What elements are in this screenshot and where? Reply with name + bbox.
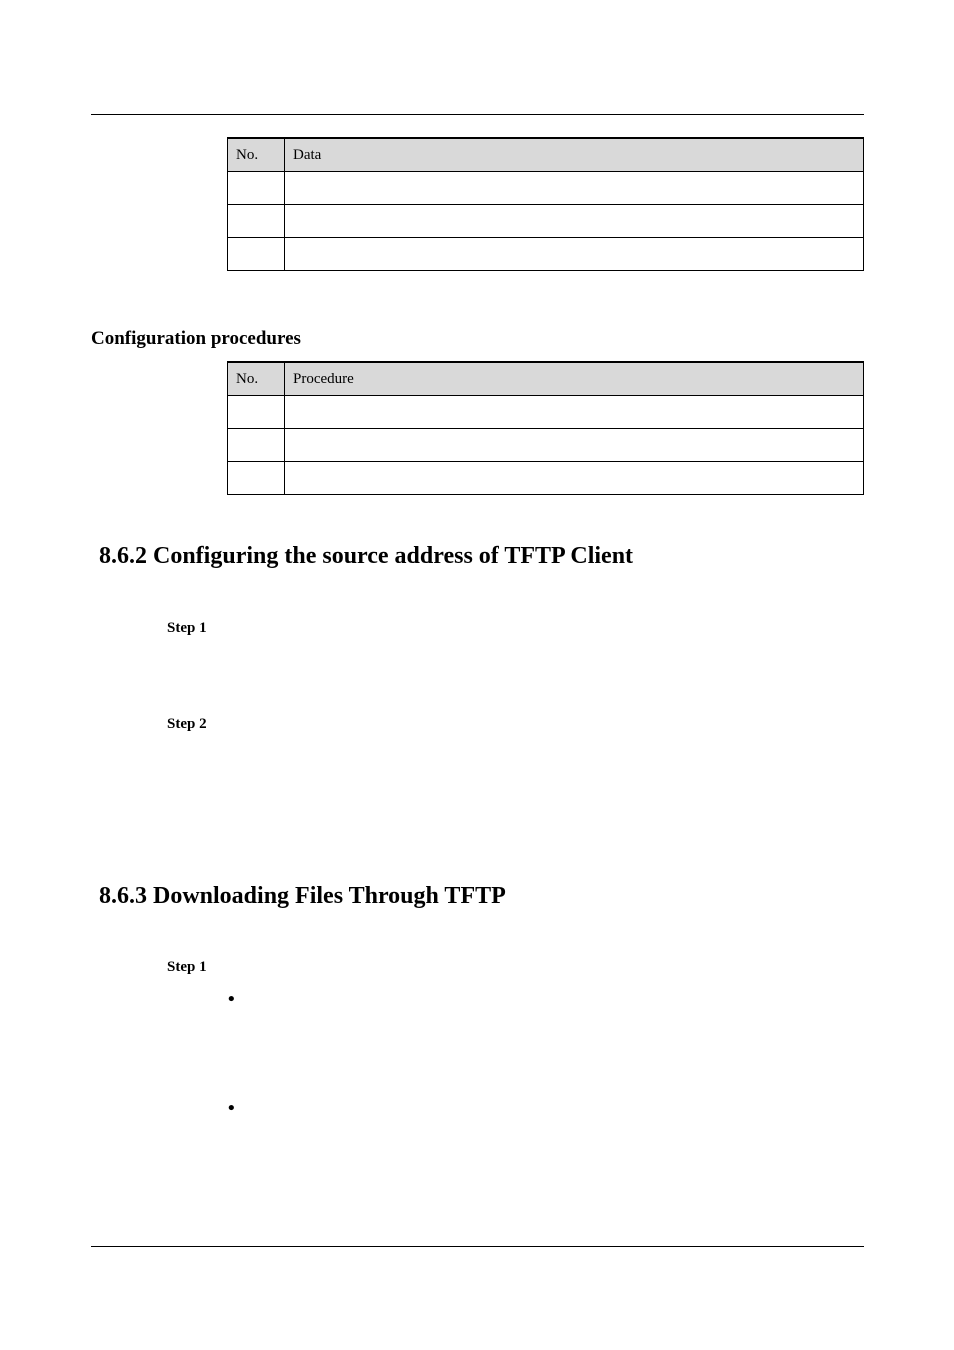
bullet-icon: •: [226, 1098, 237, 1119]
section-heading-8-6-3: 8.6.3 Downloading Files Through TFTP: [99, 883, 506, 909]
column-header-procedure: Procedure: [285, 362, 864, 396]
column-header-data: Data: [285, 138, 864, 172]
table-row: [228, 462, 864, 495]
header-rule: [91, 114, 864, 115]
table-cell: [228, 462, 285, 495]
table-header-row: [228, 138, 864, 172]
table-row: [228, 205, 864, 238]
table-cell: [228, 396, 285, 429]
step-label: Step 2: [167, 716, 207, 732]
table-cell: [285, 429, 864, 462]
procedure-table: [227, 361, 864, 495]
table-row: [228, 429, 864, 462]
bullet-icon: •: [226, 989, 237, 1010]
table-cell: [228, 238, 285, 271]
section-heading-8-6-2: 8.6.2 Configuring the source address of TFTP Client: [99, 543, 634, 569]
step-label: Step 1: [167, 620, 207, 636]
table-cell: [285, 205, 864, 238]
table-row: [228, 238, 864, 271]
table-cell: [228, 429, 285, 462]
footer-rule: [91, 1246, 864, 1247]
table-cell: [285, 462, 864, 495]
configuration-procedures-title: Configuration procedures: [91, 328, 301, 349]
data-table: [227, 137, 864, 271]
step-label: Step 1: [167, 959, 207, 975]
table-cell: [285, 396, 864, 429]
column-header-no: No.: [228, 138, 285, 172]
table-row: [228, 396, 864, 429]
table-header-row: [228, 362, 864, 396]
table-cell: [228, 172, 285, 205]
table-cell: [285, 238, 864, 271]
table-row: [228, 172, 864, 205]
column-header-no: No.: [228, 362, 285, 396]
table-cell: [285, 172, 864, 205]
table-cell: [228, 205, 285, 238]
